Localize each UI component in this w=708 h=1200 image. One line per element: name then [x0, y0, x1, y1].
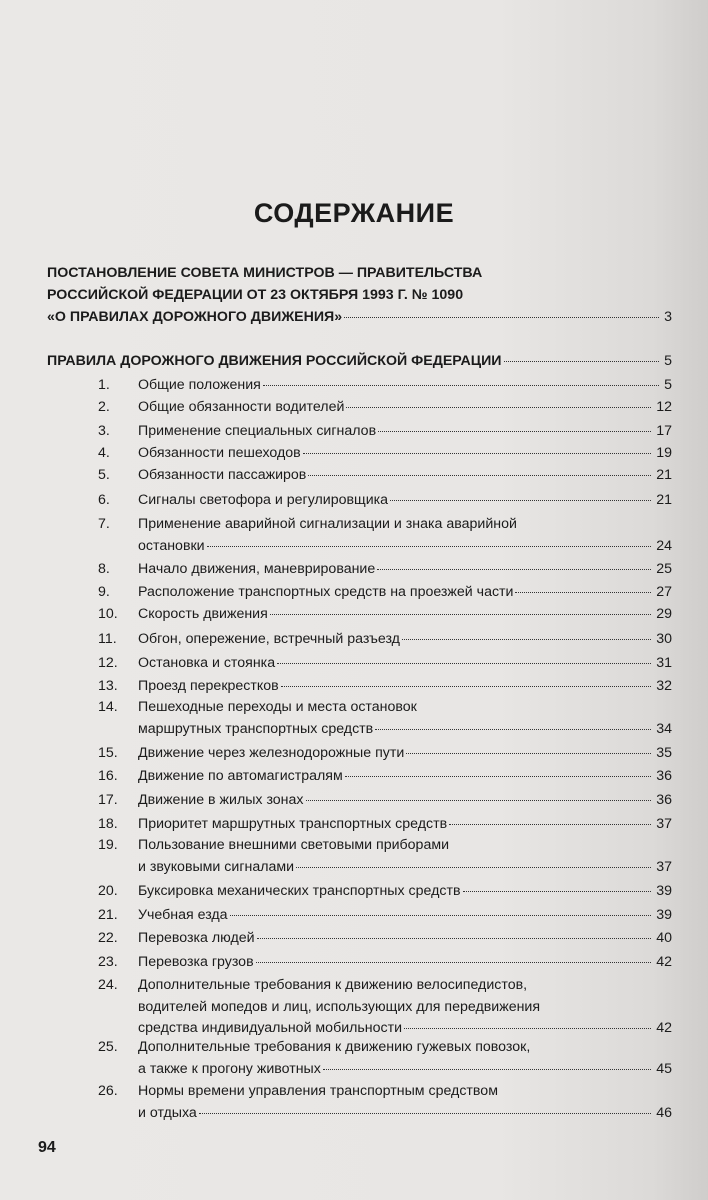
- toc-item-number: 11.: [98, 631, 117, 647]
- toc-item-page: 24: [656, 537, 672, 554]
- toc-item-page: 42: [656, 954, 672, 970]
- toc-item-label: Приоритет маршрутных транспортных средств: [138, 816, 448, 832]
- toc-item-number: 21.: [98, 907, 118, 923]
- leader-dots: [344, 317, 659, 318]
- toc-item-page: 42: [656, 1020, 672, 1036]
- toc-item-label: остановки: [138, 537, 205, 554]
- toc-item: [138, 514, 672, 557]
- toc-item-page: 27: [656, 584, 672, 600]
- toc-item: [138, 814, 672, 836]
- toc-item-page: 25: [656, 561, 672, 577]
- leader-dots: [257, 938, 652, 939]
- toc-item-number: 17.: [98, 792, 118, 808]
- toc-item: [138, 653, 672, 675]
- toc-item-page: 21: [656, 467, 672, 483]
- leader-dots: [308, 475, 651, 476]
- leader-dots: [375, 729, 651, 730]
- toc-item-page: 21: [656, 492, 672, 508]
- toc-item-label: Дополнительные требования к движению велосипедистов,: [138, 977, 528, 993]
- leader-dots: [390, 500, 651, 501]
- toc-item-number: 25.: [98, 1039, 118, 1055]
- toc-item-label: Начало движения, маневрирование: [138, 561, 376, 577]
- leader-dots: [296, 867, 651, 868]
- leader-dots: [463, 891, 652, 892]
- toc-item-label: а также к прогону животных: [138, 1060, 321, 1077]
- toc-item-label: маршрутных транспортных средств: [138, 720, 374, 737]
- leader-dots: [263, 385, 659, 386]
- toc-item-label: Сигналы светофора и регулировщика: [138, 492, 389, 508]
- toc-item-label: Применение аварийной сигнализации и знака аварийной: [138, 516, 517, 532]
- toc-item-number: 16.: [98, 768, 118, 784]
- toc-item-page: 37: [656, 858, 672, 875]
- leader-dots: [378, 431, 651, 432]
- page-title: СОДЕРЖАНИЕ: [253, 198, 455, 228]
- toc-item-number: 19.: [98, 837, 118, 853]
- toc-item-label: Пешеходные переходы и места остановок: [138, 699, 417, 715]
- toc-item: [138, 676, 672, 698]
- rules-page: 5: [664, 353, 672, 369]
- toc-item-page: 32: [656, 678, 672, 694]
- toc-item-label: Расположение транспортных средств на проезжей части: [138, 584, 514, 600]
- toc-item: [138, 835, 672, 878]
- toc-item-label: Дополнительные требования к движению гужевых повозок,: [138, 1039, 531, 1055]
- toc-item: [138, 397, 672, 419]
- leader-dots: [303, 453, 652, 454]
- toc-item-label: Перевозка грузов: [138, 954, 254, 970]
- toc-item-label: Учебная езда: [138, 907, 228, 923]
- toc-item-label: Буксировка механических транспортных средств: [138, 883, 461, 899]
- toc-item-number: 2.: [98, 399, 110, 415]
- leader-dots: [402, 639, 651, 640]
- leader-dots: [345, 776, 651, 777]
- toc-item: [138, 582, 672, 604]
- toc-item-label: Скорость движения: [138, 606, 268, 622]
- toc-item: [138, 1037, 672, 1080]
- toc-item-number: 12.: [98, 655, 118, 671]
- toc-item-label: Общие обязанности водителей: [138, 399, 345, 415]
- decree-line-3: «О ПРАВИЛАХ ДОРОЖНОГО ДВИЖЕНИЯ»: [47, 309, 343, 325]
- toc-item: [138, 490, 672, 512]
- toc-item-page: 17: [656, 423, 672, 439]
- toc-item-page: 30: [656, 631, 672, 647]
- toc-item-number: 8.: [98, 561, 110, 577]
- toc-item-label: Перевозка людей: [138, 930, 255, 946]
- leader-dots: [256, 962, 652, 963]
- toc-item-page: 36: [656, 792, 672, 808]
- leader-dots: [207, 546, 652, 547]
- toc-item-number: 14.: [98, 699, 118, 715]
- leader-dots: [199, 1113, 651, 1114]
- decree-line-2: РОССИЙСКОЙ ФЕДЕРАЦИИ ОТ 23 ОКТЯБРЯ 1993 Г. № 1090: [47, 287, 464, 303]
- toc-item-label: Проезд перекрестков: [138, 678, 279, 694]
- leader-dots: [515, 592, 651, 593]
- toc-item: [138, 1081, 672, 1124]
- toc-item-label: Движение в жилых зонах: [138, 792, 304, 808]
- toc-item-number: 20.: [98, 883, 118, 899]
- toc-item-page: 5: [664, 377, 672, 393]
- toc-item-page: 40: [656, 930, 672, 946]
- leader-dots: [306, 800, 652, 801]
- toc-item-number: 24.: [98, 977, 118, 993]
- toc-entry-decree: [47, 262, 672, 328]
- toc-item-label: Обязанности пешеходов: [138, 445, 301, 461]
- toc-item-number: 7.: [98, 516, 110, 532]
- toc-item-label: и звуковыми сигналами: [138, 858, 295, 875]
- toc-item: [138, 952, 672, 974]
- toc-item-page: 29: [656, 606, 672, 622]
- toc-item-page: 45: [656, 1060, 672, 1077]
- toc-item-page: 37: [656, 816, 672, 832]
- toc-item: [138, 443, 672, 465]
- toc-item-number: 13.: [98, 678, 118, 694]
- decree-line-1: ПОСТАНОВЛЕНИЕ СОВЕТА МИНИСТРОВ — ПРАВИТЕЛЬСТВА: [47, 265, 483, 281]
- toc-item-label: Пользование внешними световыми приборами: [138, 837, 450, 853]
- rules-label: ПРАВИЛА ДОРОЖНОГО ДВИЖЕНИЯ РОССИЙСКОЙ ФЕДЕРАЦИИ: [47, 353, 502, 369]
- leader-dots: [281, 686, 652, 687]
- toc-item-number: 18.: [98, 816, 118, 832]
- leader-dots: [230, 915, 652, 916]
- toc-item-page: 12: [656, 399, 672, 415]
- toc-item-label: Движение через железнодорожные пути: [138, 745, 405, 761]
- toc-item-page: 34: [656, 720, 672, 737]
- toc-item-label: Применение специальных сигналов: [138, 423, 377, 439]
- toc-item: [138, 465, 672, 487]
- leader-dots: [270, 614, 651, 615]
- toc-item-number: 22.: [98, 930, 118, 946]
- toc-item-page: 39: [656, 907, 672, 923]
- leader-dots: [323, 1069, 651, 1070]
- toc-item: [138, 697, 672, 740]
- toc-item-page: 31: [656, 655, 672, 671]
- toc-item-number: 5.: [98, 467, 110, 483]
- page-number: 94: [38, 1139, 56, 1156]
- toc-item-page: 46: [656, 1104, 672, 1121]
- toc-item-number: 3.: [98, 423, 110, 439]
- toc-item-number: 15.: [98, 745, 118, 761]
- toc-item-page: 35: [656, 745, 672, 761]
- leader-dots: [346, 407, 651, 408]
- toc-item: [138, 559, 672, 581]
- leader-dots: [377, 569, 651, 570]
- leader-dots: [449, 824, 651, 825]
- toc-item: [138, 881, 672, 903]
- toc-item-label: Обгон, опережение, встречный разъезд: [138, 631, 400, 647]
- toc-item: [138, 421, 672, 443]
- toc-item: [138, 905, 672, 927]
- toc-item: [138, 766, 672, 788]
- toc-entry-rules: [47, 350, 672, 372]
- toc-item: [138, 975, 672, 1040]
- toc-item-label: Остановка и стоянка: [138, 655, 276, 671]
- decree-page: 3: [664, 309, 672, 325]
- leader-dots: [406, 753, 651, 754]
- toc-item-label: Нормы времени управления транспортным средством: [138, 1083, 498, 1099]
- toc-item-number: 9.: [98, 584, 110, 600]
- leader-dots: [404, 1028, 651, 1029]
- toc-item: [138, 790, 672, 812]
- toc-item: [138, 375, 672, 397]
- toc-item-label: Обязанности пассажиров: [138, 467, 307, 483]
- toc-item-page: 36: [656, 768, 672, 784]
- toc-item-page: 19: [656, 445, 672, 461]
- toc-item-label: средства индивидуальной мобильности: [138, 1020, 403, 1036]
- toc-item-number: 4.: [98, 445, 110, 461]
- toc-item-label: Движение по автомагистралям: [138, 768, 343, 784]
- toc-item-number: 23.: [98, 954, 118, 970]
- toc-item-number: 6.: [98, 492, 110, 508]
- leader-dots: [277, 663, 651, 664]
- toc-item-number: 10.: [98, 606, 118, 622]
- toc-item: [138, 604, 672, 626]
- toc-item: [138, 928, 672, 950]
- toc-item: [138, 629, 672, 651]
- toc-item-number: 26.: [98, 1083, 118, 1099]
- toc-item-label: водителей мопедов и лиц, использующих для передвижения: [138, 998, 541, 1015]
- toc-item: [138, 743, 672, 765]
- toc-item-label: и отдыха: [138, 1104, 197, 1121]
- toc-item-label: Общие положения: [138, 377, 261, 393]
- toc-item-number: 1.: [98, 377, 110, 393]
- leader-dots: [504, 361, 660, 362]
- toc-item-page: 39: [656, 883, 672, 899]
